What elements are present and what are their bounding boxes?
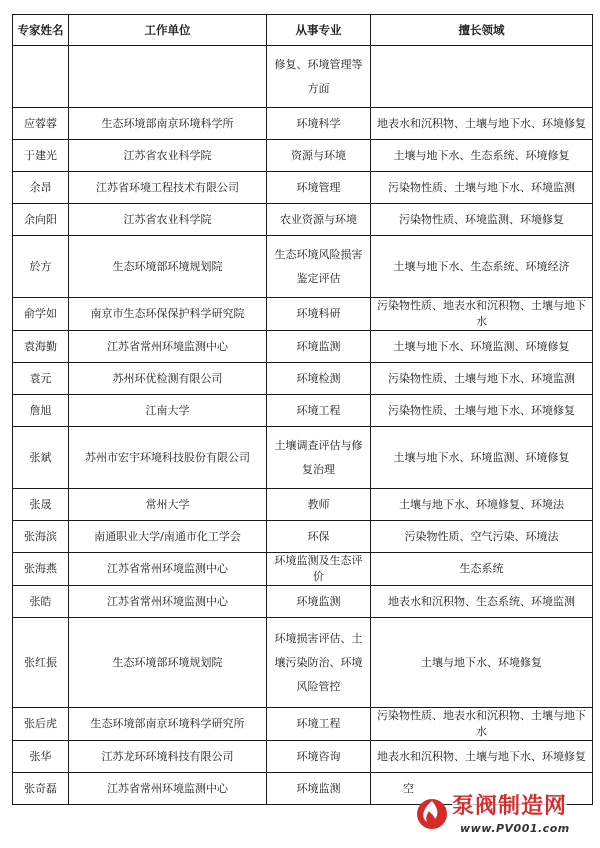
table-row <box>13 46 593 108</box>
cell-major: 环境检测 <box>267 363 371 395</box>
table-row <box>13 741 593 773</box>
table-row <box>13 172 593 204</box>
table-row <box>13 140 593 172</box>
cell-field: 地表水和沉积物、土壤与地下水、环境修复 <box>371 108 593 140</box>
cell-field: 土壤与地下水、生态系统、环境经济 <box>371 236 593 298</box>
cell-major: 土壤调查评估与修复治理 <box>267 427 371 489</box>
cell-major: 教师 <box>267 489 371 521</box>
cell-major: 环境监测 <box>267 773 371 805</box>
cell-major: 环境损害评估、土壤污染防治、环境风险管控 <box>267 618 371 708</box>
expert-table <box>12 14 593 805</box>
cell-name: 张后虎 <box>13 708 69 741</box>
cell-unit: 江苏省常州环境监测中心 <box>69 586 267 618</box>
table-row <box>13 586 593 618</box>
cell-name: 俞学如 <box>13 298 69 331</box>
cell-major: 生态环境风险损害鉴定评估 <box>267 236 371 298</box>
cell-name: 於方 <box>13 236 69 298</box>
cell-unit: 生态环境部南京环境科学研究所 <box>69 708 267 741</box>
cell-field: 污染物性质、土壤与地下水、环境监测 <box>371 363 593 395</box>
cell-unit: 江苏省农业科学院 <box>69 140 267 172</box>
header-name: 专家姓名 <box>13 15 69 46</box>
cell-field: 污染物性质、环境监测、环境修复 <box>371 204 593 236</box>
table-row <box>13 236 593 298</box>
cell-name: 袁元 <box>13 363 69 395</box>
cell-name: 余向阳 <box>13 204 69 236</box>
cell-unit: 苏州环优检测有限公司 <box>69 363 267 395</box>
table-row <box>13 331 593 363</box>
cell-major: 环境工程 <box>267 395 371 427</box>
cell-field: 土壤与地下水、生态系统、环境修复 <box>371 140 593 172</box>
cell-unit <box>69 46 267 108</box>
cell-major: 农业资源与环境 <box>267 204 371 236</box>
table-row <box>13 553 593 586</box>
table-row <box>13 708 593 741</box>
cell-unit: 江苏龙环环境科技有限公司 <box>69 741 267 773</box>
cell-unit: 江苏省常州环境监测中心 <box>69 331 267 363</box>
cell-name <box>13 46 69 108</box>
cell-major: 资源与环境 <box>267 140 371 172</box>
cell-unit: 生态环境部环境规划院 <box>69 236 267 298</box>
cell-unit: 江苏省常州环境监测中心 <box>69 553 267 586</box>
cell-unit: 苏州市宏宇环境科技股份有限公司 <box>69 427 267 489</box>
cell-field <box>371 46 593 108</box>
cell-field: 污染物性质、土壤与地下水、环境监测 <box>371 172 593 204</box>
cell-unit: 南京市生态环保保护科学研究院 <box>69 298 267 331</box>
cell-unit: 江苏省常州环境监测中心 <box>69 773 267 805</box>
cell-major: 环境监测 <box>267 586 371 618</box>
cell-name: 詹旭 <box>13 395 69 427</box>
table-row <box>13 427 593 489</box>
header-field: 擅长领域 <box>371 15 593 46</box>
table-row <box>13 618 593 708</box>
table-header-row <box>13 15 593 46</box>
cell-unit: 常州大学 <box>69 489 267 521</box>
cell-name: 张海滨 <box>13 521 69 553</box>
cell-name: 应蓉蓉 <box>13 108 69 140</box>
cell-major: 环境科研 <box>267 298 371 331</box>
watermark-brand: 泵阀制造网 <box>452 792 567 822</box>
cell-unit: 江苏省环境工程技术有限公司 <box>69 172 267 204</box>
cell-unit: 江南大学 <box>69 395 267 427</box>
cell-field: 污染物性质、土壤与地下水、环境修复 <box>371 395 593 427</box>
header-major: 从事专业 <box>267 15 371 46</box>
cell-field: 生态系统 <box>371 553 593 586</box>
cell-major: 修复、环境管理等方面 <box>267 46 371 108</box>
table-row <box>13 489 593 521</box>
cell-major: 环境监测 <box>267 331 371 363</box>
cell-major: 环境科学 <box>267 108 371 140</box>
table-row <box>13 108 593 140</box>
cell-field: 土壤与地下水、环境修复、环境法 <box>371 489 593 521</box>
cell-field: 污染物性质、空气污染、环境法 <box>371 521 593 553</box>
table-row <box>13 298 593 331</box>
cell-major: 环境工程 <box>267 708 371 741</box>
cell-field: 地表水和沉积物、土壤与地下水、环境修复 <box>371 741 593 773</box>
cell-unit: 江苏省农业科学院 <box>69 204 267 236</box>
cell-name: 张华 <box>13 741 69 773</box>
cell-name: 于建光 <box>13 140 69 172</box>
cell-field: 土壤与地下水、环境修复 <box>371 618 593 708</box>
cell-major: 环境监测及生态评价 <box>267 553 371 586</box>
cell-field: 污染物性质、地表水和沉积物、土壤与地下水 <box>371 298 593 331</box>
cell-major: 环境管理 <box>267 172 371 204</box>
cell-major: 环保 <box>267 521 371 553</box>
cell-field: 空 <box>371 773 593 805</box>
cell-name: 袁海勤 <box>13 331 69 363</box>
cell-name: 张晟 <box>13 489 69 521</box>
table-row <box>13 395 593 427</box>
cell-name: 余昂 <box>13 172 69 204</box>
watermark-url: www.PV001.com <box>460 822 570 835</box>
cell-name: 张斌 <box>13 427 69 489</box>
cell-field: 土壤与地下水、环境监测、环境修复 <box>371 427 593 489</box>
cell-field: 污染物性质、地表水和沉积物、土壤与地下水 <box>371 708 593 741</box>
cell-unit: 生态环境部南京环境科学所 <box>69 108 267 140</box>
cell-field: 土壤与地下水、环境监测、环境修复 <box>371 331 593 363</box>
table-row <box>13 521 593 553</box>
cell-major: 环境咨询 <box>267 741 371 773</box>
header-unit: 工作单位 <box>69 15 267 46</box>
cell-name: 张皓 <box>13 586 69 618</box>
cell-unit: 南通职业大学/南通市化工学会 <box>69 521 267 553</box>
cell-unit: 生态环境部环境规划院 <box>69 618 267 708</box>
cell-name: 张红振 <box>13 618 69 708</box>
flame-logo-icon <box>412 792 452 832</box>
table-row <box>13 363 593 395</box>
watermark <box>412 792 592 842</box>
cell-name: 张奇磊 <box>13 773 69 805</box>
cell-name: 张海燕 <box>13 553 69 586</box>
table-row <box>13 204 593 236</box>
cell-field: 地表水和沉积物、生态系统、环境监测 <box>371 586 593 618</box>
